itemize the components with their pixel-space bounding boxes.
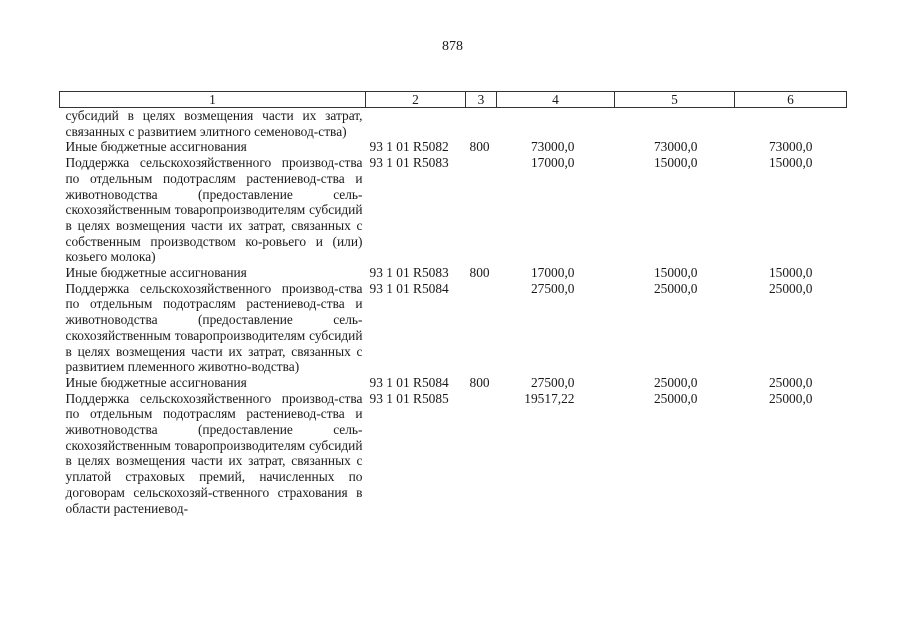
row-expense-type — [466, 391, 497, 517]
row-expense-type — [466, 281, 497, 375]
row-value-3: 25000,0 — [768, 280, 813, 296]
row-code: 93 1 01 R5085 — [369, 390, 449, 406]
row-name: Поддержка сельскохозяйственного производ-ства по отдельным подотраслям растениевод-ства и животноводства (предоставление сель-скохозяйственным товаропроизводителям субсидий в целях возмещения части их затрат, связанных с собственным производством ко-ровьего и (или) козьего молока) — [65, 155, 363, 265]
row-value-1: 17000,0 — [530, 155, 575, 171]
row-value-2 — [615, 108, 735, 140]
row-value-3: 25000,0 — [768, 374, 813, 390]
row-value-3: 25000,0 — [768, 390, 813, 406]
row-value-1 — [497, 108, 615, 140]
table-row — [60, 155, 847, 265]
row-name: Поддержка сельскохозяйственного производ-ства по отдельным подотраслям растениевод-ства и животноводства (предоставление сель-скохозяйственным товаропроизводителям субсидий в целях возмещения части их затрат, связанных с уплатой страховых премий, начисленных по договорам сельскохозяй-ственного страхования в области растениевод- — [65, 390, 363, 516]
column-header-1: 1 — [60, 92, 366, 108]
row-value-2: 15000,0 — [653, 265, 698, 281]
table-row — [60, 281, 847, 375]
row-value-1: 27500,0 — [530, 280, 575, 296]
row-expense-type: 800 — [469, 374, 490, 390]
row-value-2: 25000,0 — [653, 280, 698, 296]
row-code: 93 1 01 R5084 — [369, 374, 449, 390]
row-value-1: 73000,0 — [530, 139, 575, 155]
row-code: 93 1 01 R5084 — [369, 280, 449, 296]
row-value-3: 15000,0 — [768, 265, 813, 281]
row-value-3: 15000,0 — [768, 155, 813, 171]
row-code: 93 1 01 R5083 — [369, 265, 449, 281]
row-code: 93 1 01 R5082 — [369, 139, 449, 155]
column-header-6: 6 — [735, 92, 847, 108]
row-value-2: 15000,0 — [653, 155, 698, 171]
row-code: 93 1 01 R5083 — [369, 155, 449, 171]
table-row — [60, 265, 847, 281]
row-name: Иные бюджетные ассигнования — [65, 374, 247, 390]
column-header-3: 3 — [466, 92, 497, 108]
row-value-1: 27500,0 — [530, 374, 575, 390]
table-row — [60, 108, 847, 140]
row-value-2: 25000,0 — [653, 390, 698, 406]
row-value-1: 19517,22 — [524, 390, 575, 406]
row-name: Иные бюджетные ассигнования — [65, 265, 247, 281]
row-name: Поддержка сельскохозяйственного производ-ства по отдельным подотраслям растениевод-ства и животноводства (предоставление сель-скохозяйственным товаропроизводителям субсидий в целях возмещения части их затрат, связанных с развитием племенного животно-водства) — [65, 280, 363, 375]
column-header-4: 4 — [497, 92, 615, 108]
row-value-2: 25000,0 — [653, 374, 698, 390]
column-header-5: 5 — [615, 92, 735, 108]
row-name: субсидий в целях возмещения части их затрат, связанных с развитием элитного семеновод-ства) — [65, 108, 363, 139]
table-header-row — [60, 92, 847, 108]
table-row — [60, 139, 847, 155]
row-value-1: 17000,0 — [530, 265, 575, 281]
row-value-3 — [735, 108, 847, 140]
row-code — [366, 108, 466, 140]
row-expense-type — [466, 108, 497, 140]
row-expense-type — [466, 155, 497, 265]
page-number: 878 — [442, 39, 463, 54]
row-name: Иные бюджетные ассигнования — [65, 139, 247, 155]
budget-table — [59, 91, 847, 516]
row-value-2: 73000,0 — [653, 139, 698, 155]
row-expense-type: 800 — [469, 265, 490, 281]
table-row — [60, 391, 847, 517]
table-row — [60, 375, 847, 391]
row-expense-type: 800 — [469, 139, 490, 155]
column-header-2: 2 — [366, 92, 466, 108]
row-value-3: 73000,0 — [768, 139, 813, 155]
